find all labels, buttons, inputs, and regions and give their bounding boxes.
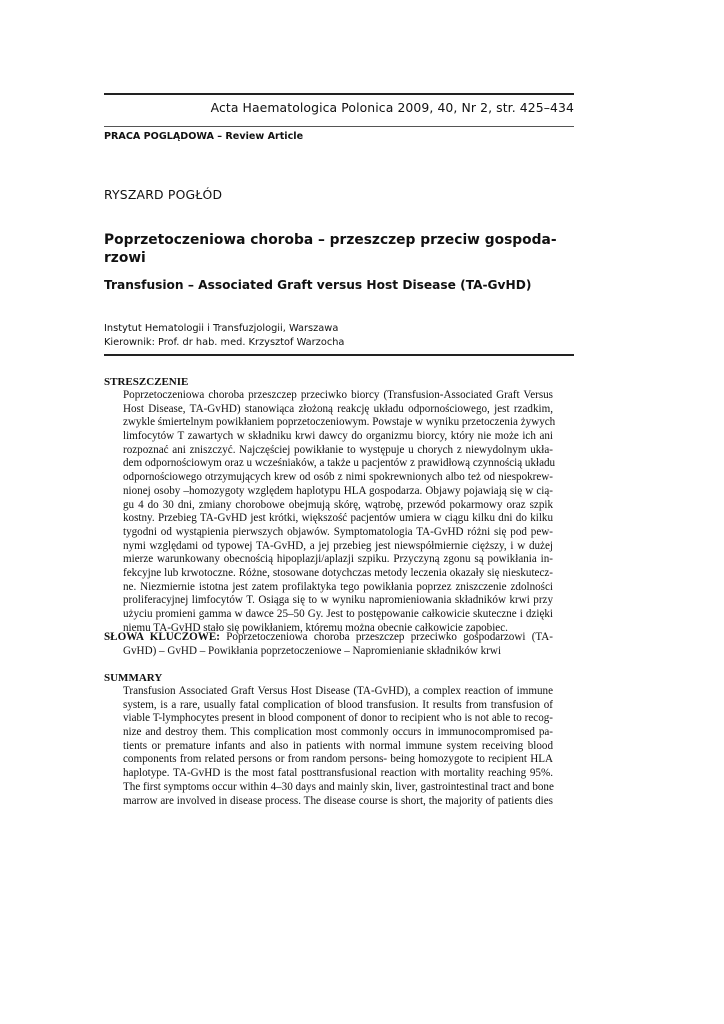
streszczenie-line: gu 4 do 30 dni, zmiany chorobowe obejmują skórę, wątrobę, przewód pokarmowy oraz szpik (123, 498, 553, 511)
streszczenie-line: tygodni od wystąpienia pierwszych objawów. Symptomatologia TA-GvHD różni się pod pew- (123, 525, 553, 538)
summary-body (123, 685, 553, 808)
keywords (104, 631, 553, 658)
summary-line: marrow are involved in disease process. The disease course is short, the majority of patients dies (123, 794, 553, 807)
summary-line: viable T-lymphocytes present in blood component of donor to recipient who is not able to recog- (123, 712, 553, 725)
summary-line: components from related persons or from random persons- being homozygote to recipient HLA (123, 753, 553, 766)
streszczenie-line: nymi względami od typowej TA-GvHD, a jej przebieg jest niewspółmiernie cięższy, i w dużej (123, 539, 553, 552)
journal-citation: Acta Haematologica Polonica 2009, 40, Nr 2, str. 425–434 (210, 100, 574, 115)
keywords-label: SŁOWA KLUCZOWE: (104, 631, 220, 643)
title-polish-line-2: rzowi (104, 250, 146, 266)
summary-line: nize and destroy them. This complication most commonly occurs in immunocompromised pa- (123, 726, 553, 739)
title-english: Transfusion – Associated Graft versus Host Disease (TA-GvHD) (104, 278, 532, 292)
title-polish (104, 231, 574, 267)
streszczenie-line: Poprzetoczeniowa choroba przeszczep przeciwko biorcy (Transfusion-Associated Graft Versus (123, 389, 553, 401)
summary-line: haplotype. TA-GvHD is the most fatal posttransfusional reaction with mortality reaching 95%. (123, 767, 553, 780)
keywords-line-2: GvHD) – GvHD – Powikłania poprzetoczeniowe – Napromienianie składników krwi (123, 644, 502, 657)
streszczenie-line: limfocytów T zawartych w składniku krwi dawcy do organizmu biorcy, który nie może ich ani (123, 430, 553, 443)
citation-rule (104, 126, 574, 127)
streszczenie-line: mierze warunkowany obecnością hipoplazji/aplazji szpiku. Przyczyną zgonu są powikłania in- (123, 553, 553, 566)
author-name: RYSZARD POGŁÓD (104, 187, 223, 202)
title-polish-line-1: Poprzetoczeniowa choroba – przeszczep przeciw gospoda- (104, 232, 557, 248)
streszczenie-line: odpornościowego otrzymujących krew od osób z nimi spokrewnionych albo też od niespokrew- (123, 471, 553, 484)
streszczenie-line: zwykle śmiertelnym powikłaniem poprzetoczeniowym. Powstaje w wyniku przetoczenia żywych (123, 416, 556, 429)
streszczenie-body (123, 389, 556, 635)
summary-line: The first symptoms occur within 4–30 days and mainly skin, liver, gastrointestinal tract and bone (123, 780, 554, 793)
summary-line: system, is a rare, usually fatal complication of blood transfusion. It results from transfusion of (123, 698, 553, 711)
affiliation-head: Kierownik: Prof. dr hab. med. Krzysztof Warzocha (104, 337, 345, 348)
streszczenie-line: fekcyjne lub krwotoczne. Różne, stosowane dotychczas metody leczenia okazały się nieskutecz- (123, 566, 553, 579)
streszczenie-line: Host Disease, TA-GvHD) stanowiąca złożoną reakcję układu odpornościowego, jest rzadkim, (123, 402, 553, 415)
summary-line: Transfusion Associated Graft Versus Host Disease (TA-GvHD), a complex reaction of immune (123, 685, 553, 697)
summary-line: tients or premature infants and also in patients with normal immune system receiving blood (123, 739, 553, 752)
affiliation (104, 322, 574, 350)
affiliation-institute: Instytut Hematologii i Transfuzjologii, Warszawa (104, 323, 339, 334)
streszczenie-line: rozpoznać ani zniszczyć. Najczęściej powikłanie to występuje u chorych z niewydolnym ukła- (123, 443, 553, 456)
streszczenie-line: nionej osoby –homozygoty względem haplotypu HLA gospodarza. Objawy pojawiają się w cią- (123, 484, 553, 497)
affiliation-rule (104, 354, 574, 356)
streszczenie-line: dem odpornościowym oraz u wcześniaków, a także u pacjentów z prawidłową czynnością układu (123, 457, 556, 470)
streszczenie-line: kostny. Przebieg TA-GvHD jest krótki, większość pacjentów umiera w ciągu kilku dni do kilku (123, 512, 553, 525)
article-type: PRACA POGLĄDOWA – Review Article (104, 131, 304, 142)
streszczenie-heading: STRESZCZENIE (104, 376, 189, 388)
top-rule (104, 93, 574, 95)
streszczenie-line: użyciu promieni gamma w dawce 25–50 Gy. Jest to postępowanie całkowicie skuteczne i dzięki (123, 608, 553, 620)
keywords-text-1: Poprzetoczeniowa choroba przeszczep przeciwko gospodarzowi (TA- (226, 631, 553, 643)
streszczenie-line: ne. Niezmiernie istotna jest zatem profilaktyka tego powikłania poprzez zniszczenie zdolności (123, 580, 553, 593)
streszczenie-line: niemu TA-GvHD stało się powikłaniem, któremu można obecnie całkowicie zapobiec. (123, 621, 508, 634)
streszczenie-line: proliferacyjnej limfocytów T. Osiąga się to w wyniku napromieniowania składników krwi przy (123, 594, 553, 607)
summary-heading: SUMMARY (104, 672, 163, 684)
keywords-line-1 (104, 631, 553, 645)
